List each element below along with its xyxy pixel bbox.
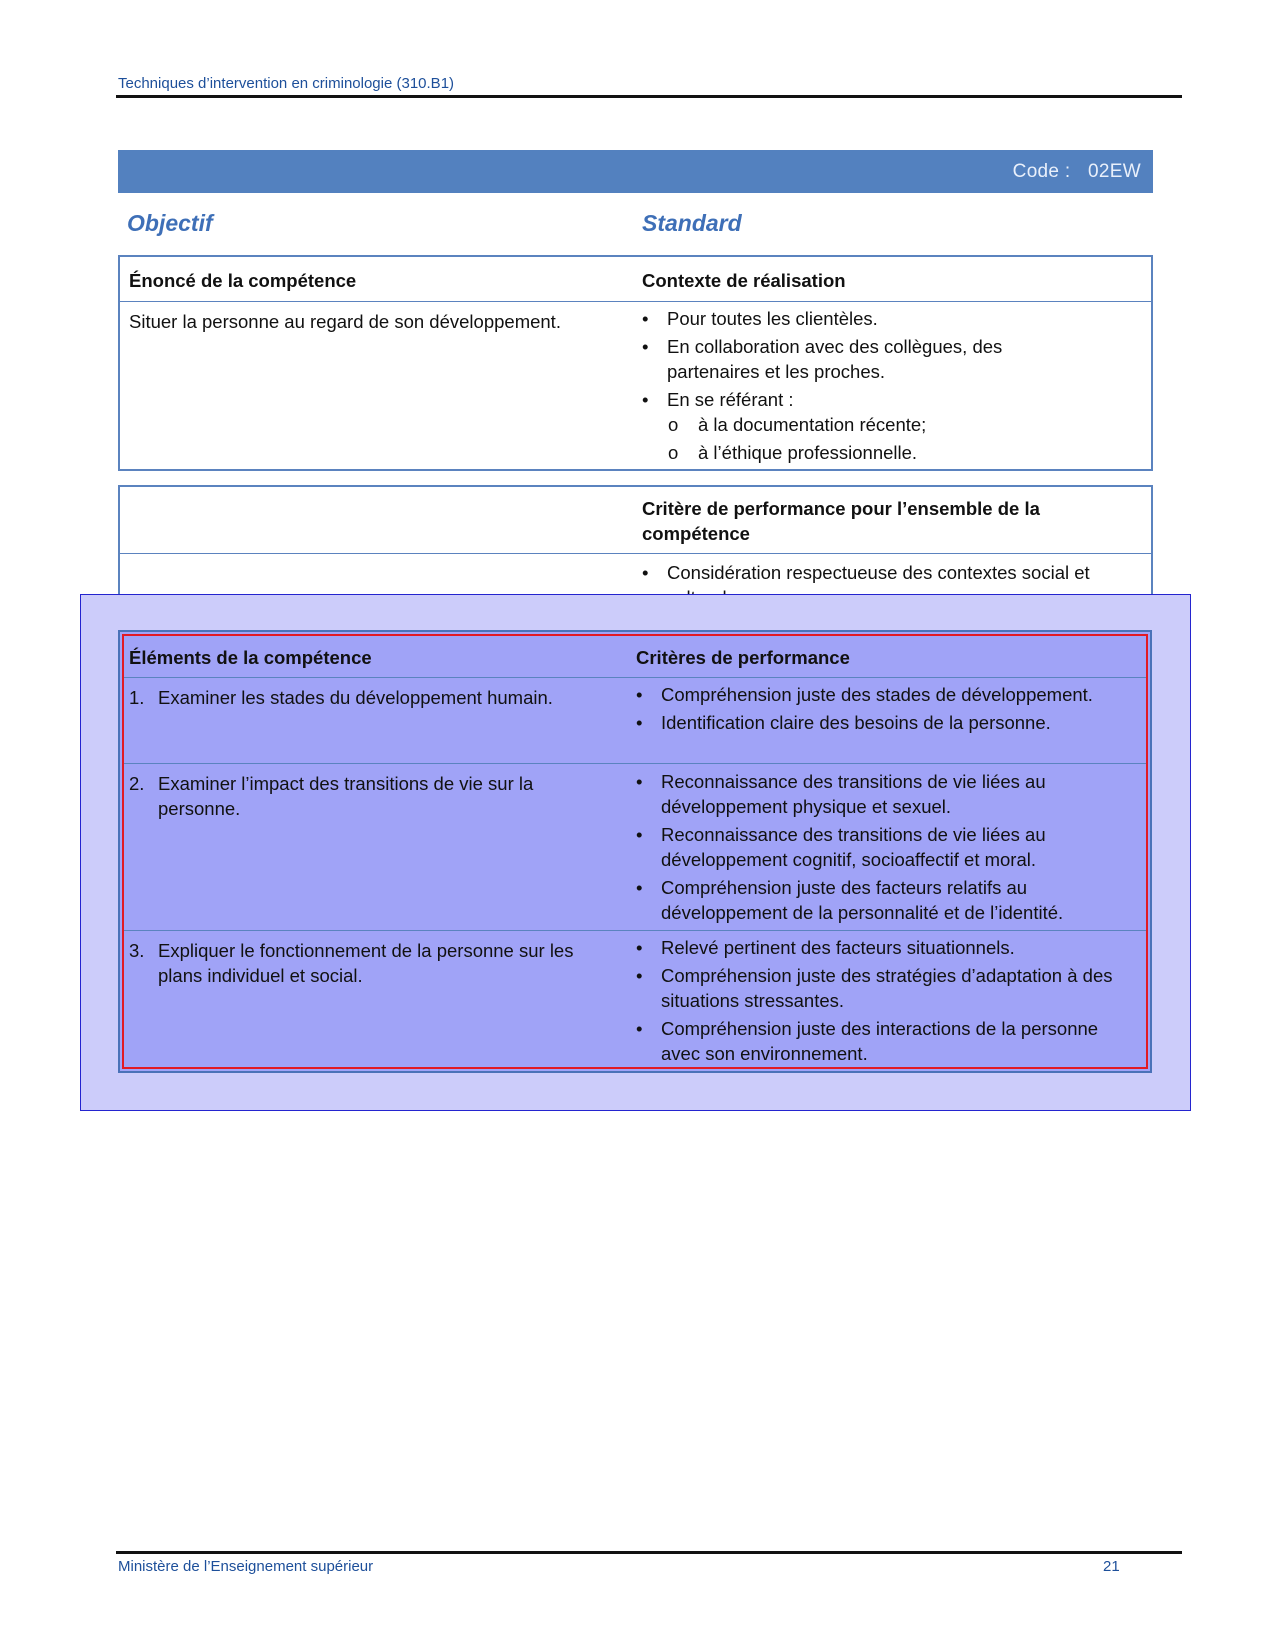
code [1001, 161, 1141, 183]
context-header: Contexte de réalisation [642, 270, 846, 291]
header-rule [116, 95, 1182, 98]
criterion: • Identification claire des besoins de la personne. [636, 710, 1106, 735]
element-number: 3. [129, 940, 145, 961]
code-value: 02EW [1088, 161, 1141, 182]
overall-criteria-rule [120, 553, 1151, 554]
criteria-list-2 [636, 769, 1106, 928]
context-item: • Pour toutes les clientèles. [642, 306, 1042, 331]
row-rule [124, 763, 1146, 764]
elements-header-rule [124, 677, 1146, 678]
element-row-1 [129, 685, 619, 710]
context-list [642, 306, 1042, 468]
statement-header: Énoncé de la compétence [129, 270, 357, 291]
competence-box-rule [120, 301, 1151, 302]
element-row-3 [129, 938, 599, 988]
element-text: Examiner l’impact des transitions de vie sur la personne. [158, 773, 534, 819]
standard-heading: Standard [642, 210, 742, 236]
element-text: Expliquer le fonctionnement de la personne sur les plans individuel et social. [158, 940, 574, 986]
context-item: • En se référant : [642, 387, 1042, 412]
code-label: Code : [1012, 161, 1071, 182]
element-row-2 [129, 771, 599, 821]
criterion: • Relevé pertinent des facteurs situationnels. [636, 935, 1141, 960]
footer-ministry: Ministère de l’Enseignement supérieur [118, 1558, 374, 1575]
context-subitem: o à la documentation récente; [642, 412, 1042, 437]
row-rule [124, 930, 1146, 931]
criterion: • Compréhension juste des facteurs relatifs au développement de la personnalité et de l’identité. [636, 875, 1106, 925]
criterion: • Compréhension juste des interactions de la personne avec son environnement. [636, 1016, 1141, 1066]
criteria-header: Critères de performance [636, 647, 850, 668]
element-text: Examiner les stades du développement humain. [158, 687, 553, 708]
overall-criterion: • Considération respectueuse des contextes social et [642, 560, 1142, 610]
criterion: • Compréhension juste des stratégies d’adaptation à des situations stressantes. [636, 963, 1141, 1013]
overall-criteria-header: Critère de performance pour l’ensemble de la compétence [642, 498, 1040, 544]
element-number: 2. [129, 773, 145, 794]
criteria-list-3 [636, 935, 1141, 1069]
code-bar [118, 150, 1153, 193]
context-subitem: o à l’éthique professionnelle. [642, 440, 1042, 465]
context-item: • En collaboration avec des collègues, des partenaires et les proches. [642, 334, 1042, 384]
element-number: 1. [129, 687, 145, 708]
objective-heading: Objectif [127, 210, 213, 236]
running-header: Techniques d’intervention en criminologie (310.B1) [118, 75, 455, 92]
criterion: • Compréhension juste des stades de développement. [636, 682, 1106, 707]
page-number: 21 [1103, 1558, 1120, 1575]
criterion: • Reconnaissance des transitions de vie liées au développement cognitif, socioaffectif et moral. [636, 822, 1106, 872]
elements-header: Éléments de la compétence [129, 647, 372, 668]
criteria-list-1 [636, 682, 1106, 738]
footer-rule [116, 1551, 1182, 1554]
competence-statement: Situer la personne au regard de son développement. [129, 311, 561, 332]
criterion: • Reconnaissance des transitions de vie liées au développement physique et sexuel. [636, 769, 1106, 819]
